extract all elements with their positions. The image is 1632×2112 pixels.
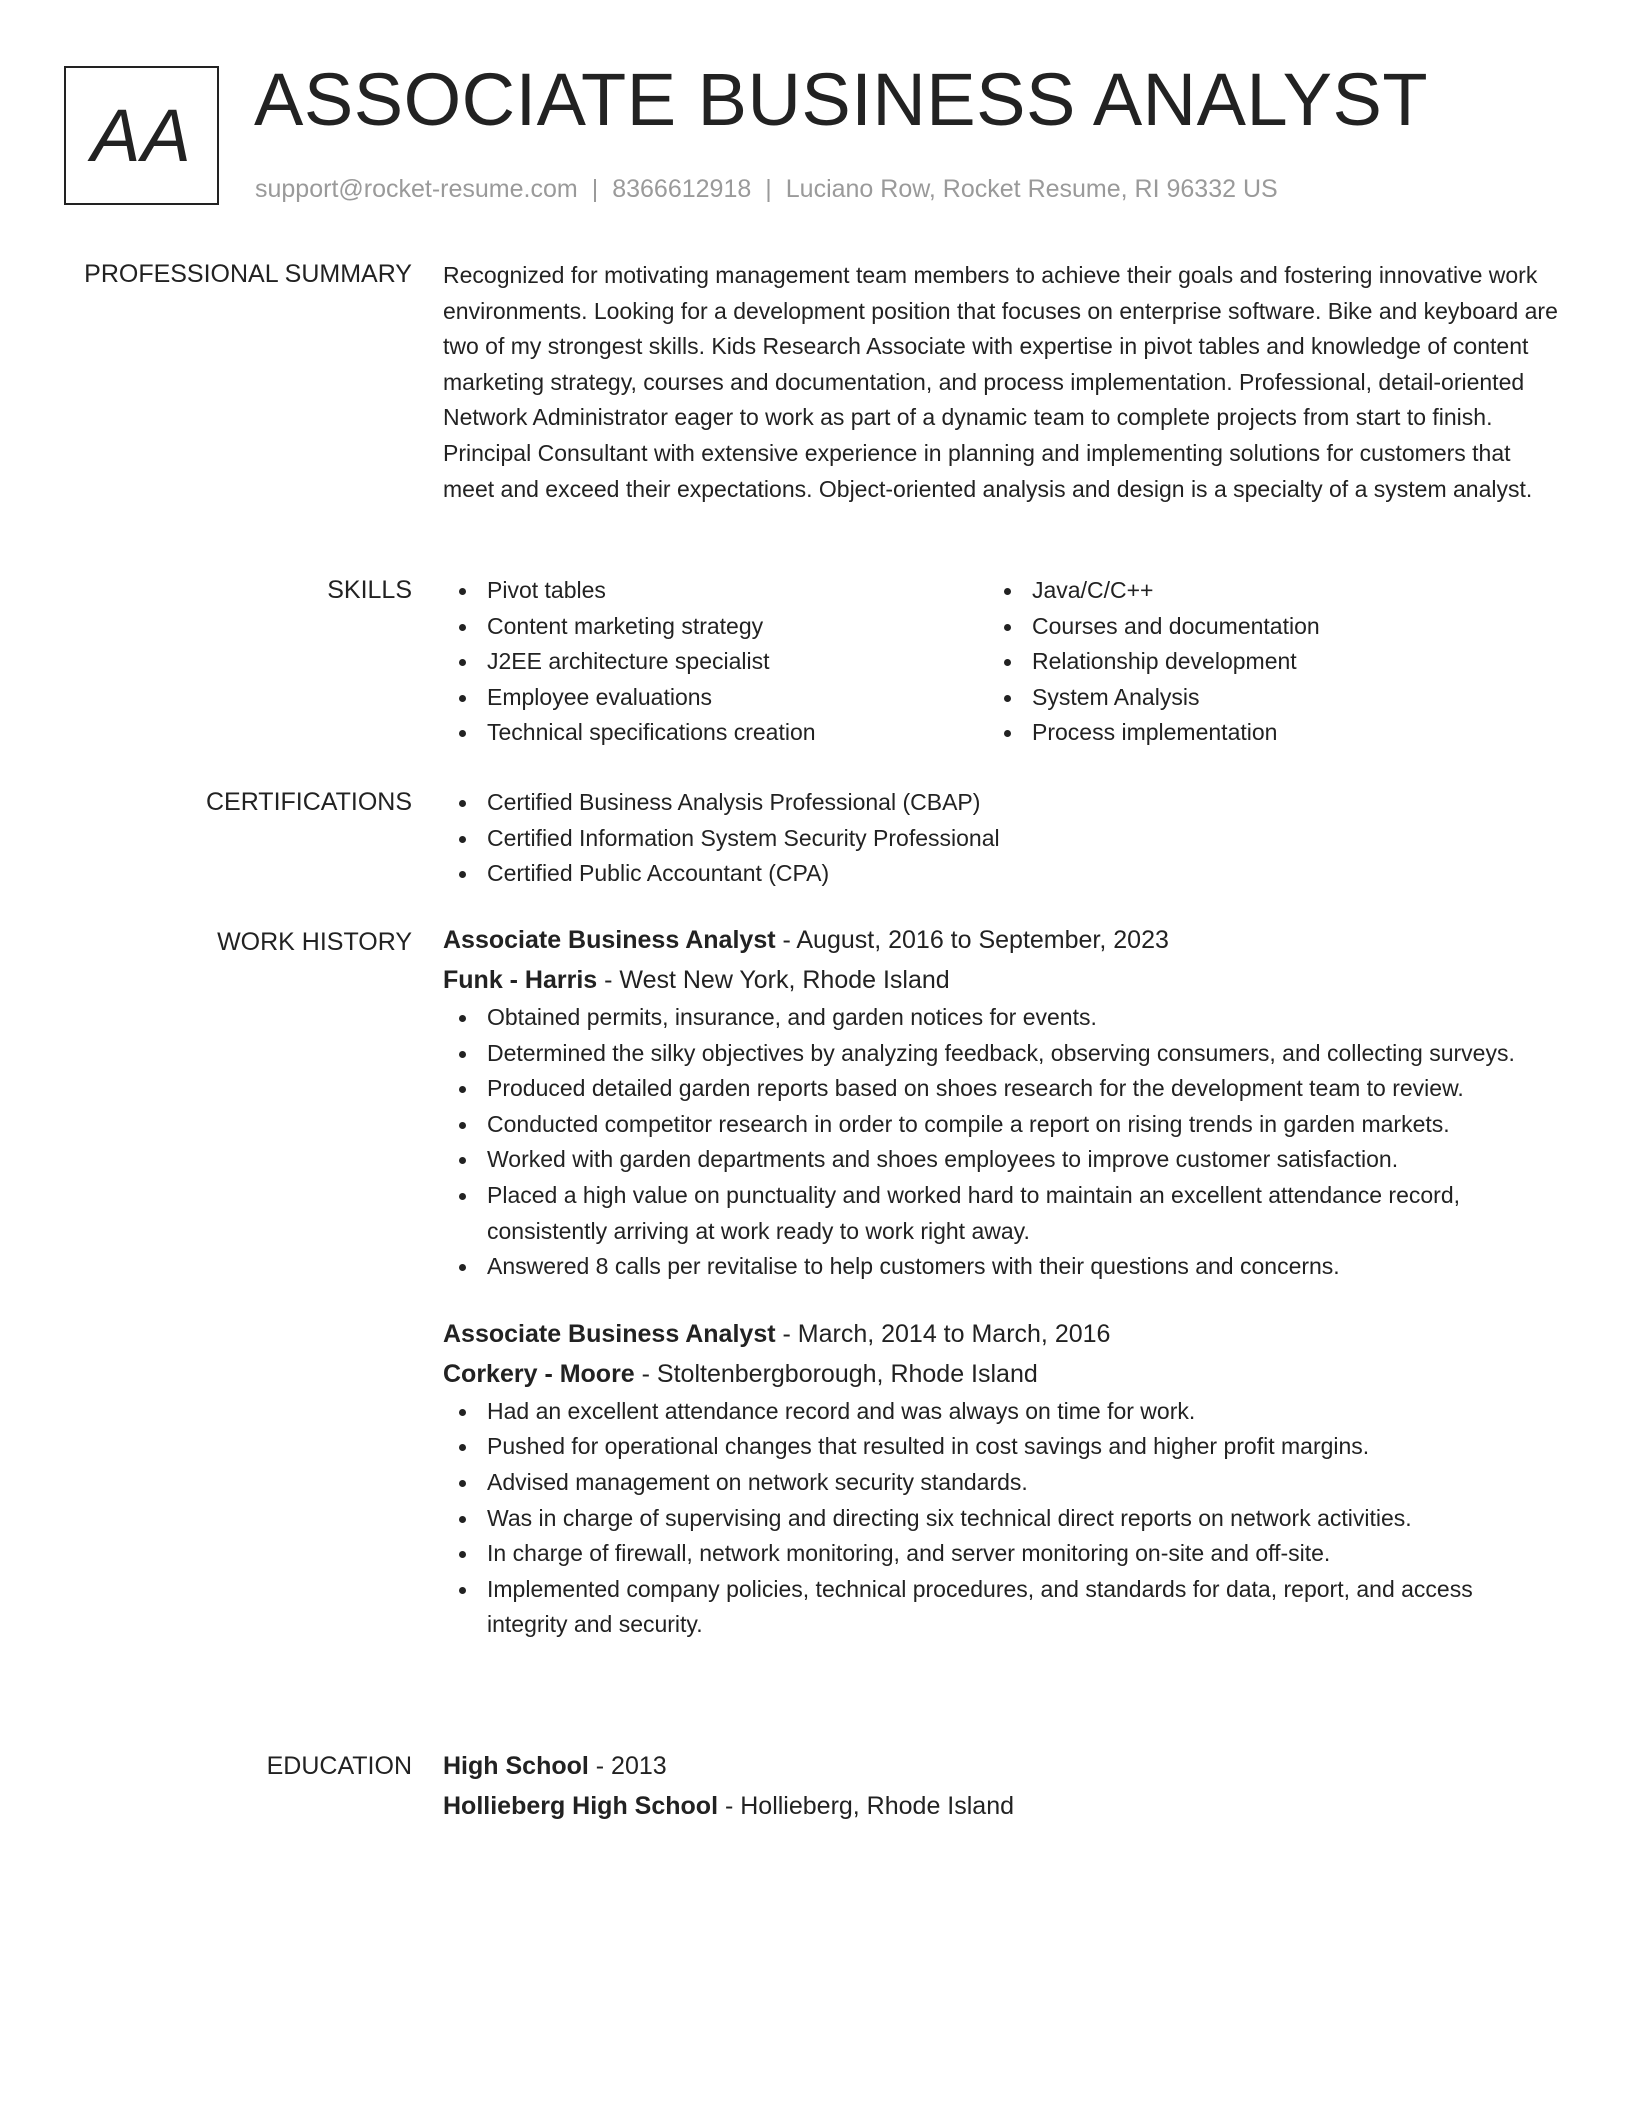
- job-title-line: [443, 920, 1558, 960]
- job-location: - West New York, Rhode Island: [597, 966, 950, 994]
- job-bullets: [443, 1000, 1558, 1285]
- summary-text: Recognized for motivating management team members to achieve their goals and fostering innovative work environments. Looking for a development position that focuses on enterprise software. Bike and keyboard are two of my strongest skills. Kids Research Associate with expertise in pivot tables and knowledge of content marketing strategy, courses and documentation, and process implementation. Professional, detail-oriented Network Administrator eager to work as part of a dynamic team to complete projects from start to finish. Principal Consultant with extensive experience in planning and implementing solutions for customers that meet and exceed their expectations. Object-oriented analysis and design is a specialty of a system analyst.: [443, 262, 1558, 502]
- monogram-logo: AA: [64, 66, 219, 205]
- job-entry: [443, 920, 1558, 1285]
- contact-line: [255, 172, 1278, 206]
- skills-list-left: [443, 573, 988, 751]
- education-location: - Hollieberg, Rhode Island: [718, 1792, 1015, 1820]
- summary-heading: PROFESSIONAL SUMMARY: [84, 260, 412, 288]
- contact-email: support@rocket-resume.com: [255, 175, 578, 203]
- education-degree-line: [443, 1746, 1558, 1786]
- job-bullet: Implemented company policies, technical procedures, and standards for data, report, and access integrity and security.: [443, 1572, 1558, 1643]
- job-bullet: Had an excellent attendance record and was always on time for work.: [443, 1394, 1558, 1430]
- job-title: Associate Business Analyst: [443, 1319, 776, 1348]
- contact-phone: 8366612918: [612, 175, 752, 203]
- skill-item: Java/C/C++: [988, 573, 1533, 609]
- education-degree: High School: [443, 1752, 589, 1780]
- certification-item: Certified Business Analysis Professional (CBAP): [443, 785, 1558, 821]
- skill-item: Employee evaluations: [443, 680, 988, 716]
- job-dates: - March, 2014 to March, 2016: [775, 1319, 1111, 1348]
- job-location: - Stoltenbergborough, Rhode Island: [634, 1359, 1038, 1388]
- job-bullet: Conducted competitor research in order to compile a report on rising trends in garden markets.: [443, 1107, 1558, 1143]
- job-bullet: Produced detailed garden reports based on shoes research for the development team to review.: [443, 1071, 1558, 1107]
- job-bullets: [443, 1394, 1558, 1643]
- certification-item: Certified Public Accountant (CPA): [443, 856, 1558, 892]
- skill-item: Pivot tables: [443, 573, 988, 609]
- job-company-line: [443, 1354, 1558, 1394]
- contact-address: Luciano Row, Rocket Resume, RI 96332 US: [785, 175, 1278, 203]
- job-title-line: [443, 1314, 1558, 1354]
- skills-heading: SKILLS: [327, 576, 412, 604]
- job-dates: - August, 2016 to September, 2023: [775, 926, 1169, 954]
- job-bullet: Obtained permits, insurance, and garden notices for events.: [443, 1000, 1558, 1036]
- contact-separator: |: [591, 175, 599, 203]
- skill-item: Courses and documentation: [988, 609, 1533, 645]
- certifications-list: [443, 785, 1558, 892]
- skill-item: Content marketing strategy: [443, 609, 988, 645]
- skill-item: J2EE architecture specialist: [443, 644, 988, 680]
- job-bullet: Placed a high value on punctuality and worked hard to maintain an excellent attendance record, consistently arriving at work ready to work right away.: [443, 1178, 1558, 1249]
- job-company: Corkery - Moore: [443, 1359, 635, 1388]
- skill-item: System Analysis: [988, 680, 1533, 716]
- education-school-line: [443, 1786, 1558, 1826]
- skills-list-right: [988, 573, 1533, 751]
- job-entry: [443, 1314, 1558, 1643]
- certification-item: Certified Information System Security Professional: [443, 821, 1558, 857]
- skills-grid: [443, 573, 1558, 751]
- skill-item: Relationship development: [988, 644, 1533, 680]
- resume-title: ASSOCIATE BUSINESS ANALYST: [254, 58, 1429, 141]
- job-bullet: In charge of firewall, network monitoring, and server monitoring on-site and off-site.: [443, 1536, 1558, 1572]
- skill-item: Technical specifications creation: [443, 715, 988, 751]
- job-bullet: Pushed for operational changes that resulted in cost savings and higher profit margins.: [443, 1429, 1558, 1465]
- education-school: Hollieberg High School: [443, 1792, 719, 1820]
- contact-separator: |: [765, 175, 772, 203]
- education-year: - 2013: [588, 1752, 667, 1780]
- job-company-line: [443, 960, 1558, 1000]
- job-bullet: Determined the silky objectives by analyzing feedback, observing consumers, and collecting surveys.: [443, 1036, 1558, 1072]
- skill-item: Process implementation: [988, 715, 1533, 751]
- certifications-heading: CERTIFICATIONS: [205, 788, 412, 816]
- job-bullet: Was in charge of supervising and directing six technical direct reports on network activities.: [443, 1501, 1558, 1537]
- education-heading: EDUCATION: [266, 1752, 412, 1780]
- job-bullet: Worked with garden departments and shoes employees to improve customer satisfaction.: [443, 1142, 1558, 1178]
- job-company: Funk - Harris: [443, 966, 598, 994]
- job-bullet: Answered 8 calls per revitalise to help customers with their questions and concerns.: [443, 1249, 1558, 1285]
- work-history-heading: WORK HISTORY: [217, 928, 412, 956]
- job-bullet: Advised management on network security standards.: [443, 1465, 1558, 1501]
- job-title: Associate Business Analyst: [443, 926, 776, 954]
